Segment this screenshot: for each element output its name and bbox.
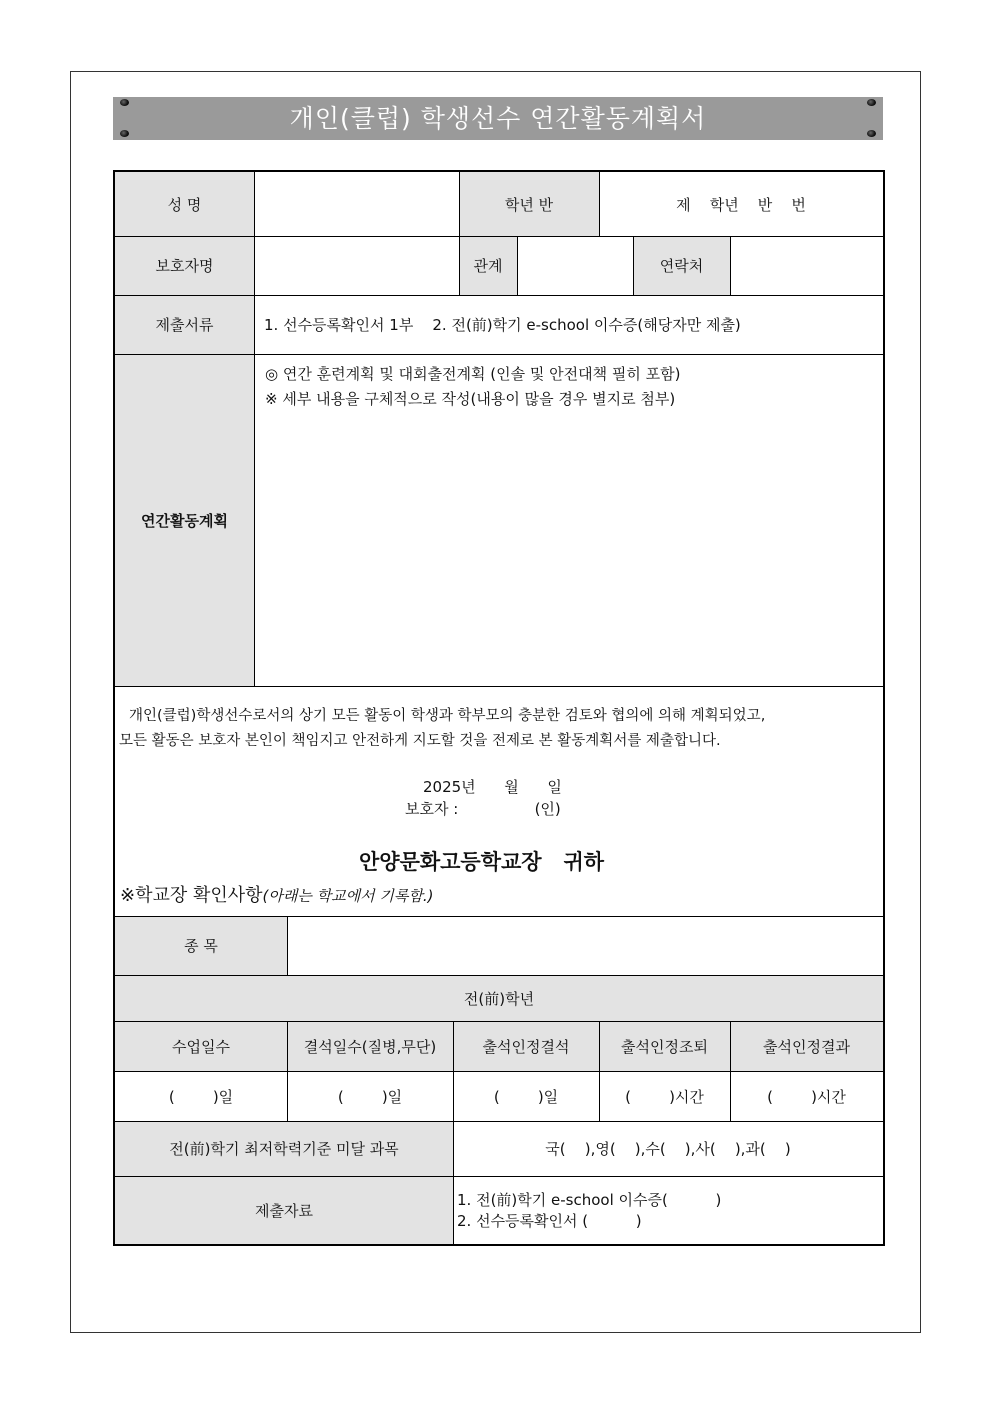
col-divider [730,1021,731,1121]
relation-field[interactable] [517,236,633,295]
confirm-main: ※학교장 확인사항 [120,885,263,906]
col-divider [730,236,731,295]
confirm-note: (아래는 학교에서 기록함.) [262,887,434,905]
grade-field[interactable] [599,172,883,236]
min-standard-label-text: 전(前)학기 최저학력기준 미달 과목 [169,1140,399,1158]
sport-label [115,916,287,975]
row-divider [115,354,883,355]
materials-label [115,1176,453,1244]
contact-label [633,236,730,295]
col-divider [459,172,460,295]
col-divider [453,1021,454,1244]
excused-missed-class-header [730,1021,883,1071]
docs-field [254,295,883,354]
row-divider [115,1021,883,1022]
col-divider [287,1021,288,1121]
declaration-date: 2025년 월 일 [423,778,562,796]
col-divider [287,916,288,975]
rivet-top-right [867,99,876,106]
contact-label-text: 연락처 [659,257,704,275]
materials-line-2: 2. 선수등록확인서 ( ) [457,1212,642,1230]
materials-label-text: 제출자료 [255,1201,313,1220]
class-days-value-text: ( )일 [168,1087,234,1106]
plan-instruction-2: ※ 세부 내용을 구체적으로 작성(내용이 많을 경우 별지로 첨부) [265,390,676,408]
excused-absence-value-text: ( )일 [493,1087,559,1106]
excused-absence-value[interactable] [453,1071,599,1121]
docs-label-text: 제출서류 [155,316,214,334]
declaration-line-1: 개인(클럽)학생선수로서의 상기 모든 활동이 학생과 학부모의 충분한 검토와 협의에 의해 계획되었고, [129,708,766,724]
row-divider [115,1121,883,1122]
name-label [115,172,254,236]
docs-value: 1. 선수등록확인서 1부 2. 전(前)학기 e-school 이수증(해당자만 제출) [264,316,741,334]
col-divider [599,172,600,236]
col-divider [633,236,634,295]
min-standard-label [115,1121,453,1176]
class-days-header-text: 수업일수 [172,1037,230,1056]
relation-label [459,236,517,295]
excused-missed-class-header-text: 출석인정결과 [763,1037,850,1056]
min-standard-value: 국( ),영( ),수( ),사( ),과( ) [545,1140,791,1158]
col-divider [254,172,255,686]
row-divider [115,1071,883,1072]
declaration-line-2: 모든 활동은 보호자 본인이 책임지고 안전하게 지도할 것을 전제로 본 활동계획서를 제출합니다. [119,733,721,749]
rivet-bottom-right [867,130,876,137]
absence-days-value-text: ( )일 [337,1087,403,1106]
excused-early-leave-header [599,1021,730,1071]
excused-missed-class-value-text: ( )시간 [767,1087,846,1106]
grade-label-text: 학년 반 [504,195,554,214]
min-standard-field[interactable] [453,1121,883,1176]
guardian-label [115,236,254,295]
grade-label [459,172,599,236]
relation-label-text: 관계 [473,257,503,275]
docs-label [115,295,254,354]
materials-line-1: 1. 전(前)학기 e-school 이수증( ) [457,1191,722,1209]
row-divider [115,975,883,976]
plan-label-text: 연간활동계획 [141,511,228,530]
absence-days-value[interactable] [287,1071,453,1121]
principal-confirm-heading [120,881,433,907]
form-title: 개인(클럽) 학생선수 연간활동계획서 [113,97,883,140]
recipient: 안양문화고등학교장 귀하 [359,850,605,874]
grade-value: 제 학년 반 번 [676,195,806,214]
class-days-header [115,1021,287,1071]
contact-field[interactable] [730,236,883,295]
name-field[interactable] [254,172,459,236]
col-divider [517,236,518,295]
row-divider [115,295,883,296]
absence-days-header-text: 결석일수(질병,무단) [303,1037,437,1056]
plan-instruction-1: ◎ 연간 훈련계획 및 대회출전계획 (인솔 및 안전대책 필히 포함) [265,365,681,383]
col-divider [599,1021,600,1121]
guardian-field[interactable] [254,236,459,295]
absence-days-header [287,1021,453,1071]
excused-absence-header-text: 출석인정결석 [482,1037,570,1056]
excused-early-leave-value-text: ( )시간 [625,1087,704,1106]
name-label-text: 성 명 [167,195,202,214]
guardian-label-text: 보호자명 [155,257,214,275]
rivet-top-left [120,99,129,106]
declaration-signer: 보호자 : (인) [405,800,561,818]
application-form [113,170,885,1246]
row-divider [115,236,883,237]
class-days-value[interactable] [115,1071,287,1121]
prev-term-header [115,975,883,1021]
plan-label [115,354,254,686]
rivet-bottom-left [120,130,129,137]
prev-term-label: 전(前)학년 [463,989,535,1008]
row-divider [115,686,883,687]
excused-absence-header [453,1021,599,1071]
sport-field[interactable] [287,916,883,975]
row-divider [115,916,883,917]
row-divider [115,1176,883,1177]
excused-early-leave-value[interactable] [599,1071,730,1121]
excused-missed-class-value[interactable] [730,1071,883,1121]
excused-early-leave-header-text: 출석인정조퇴 [621,1037,708,1056]
sport-label-text: 종 목 [184,937,218,955]
